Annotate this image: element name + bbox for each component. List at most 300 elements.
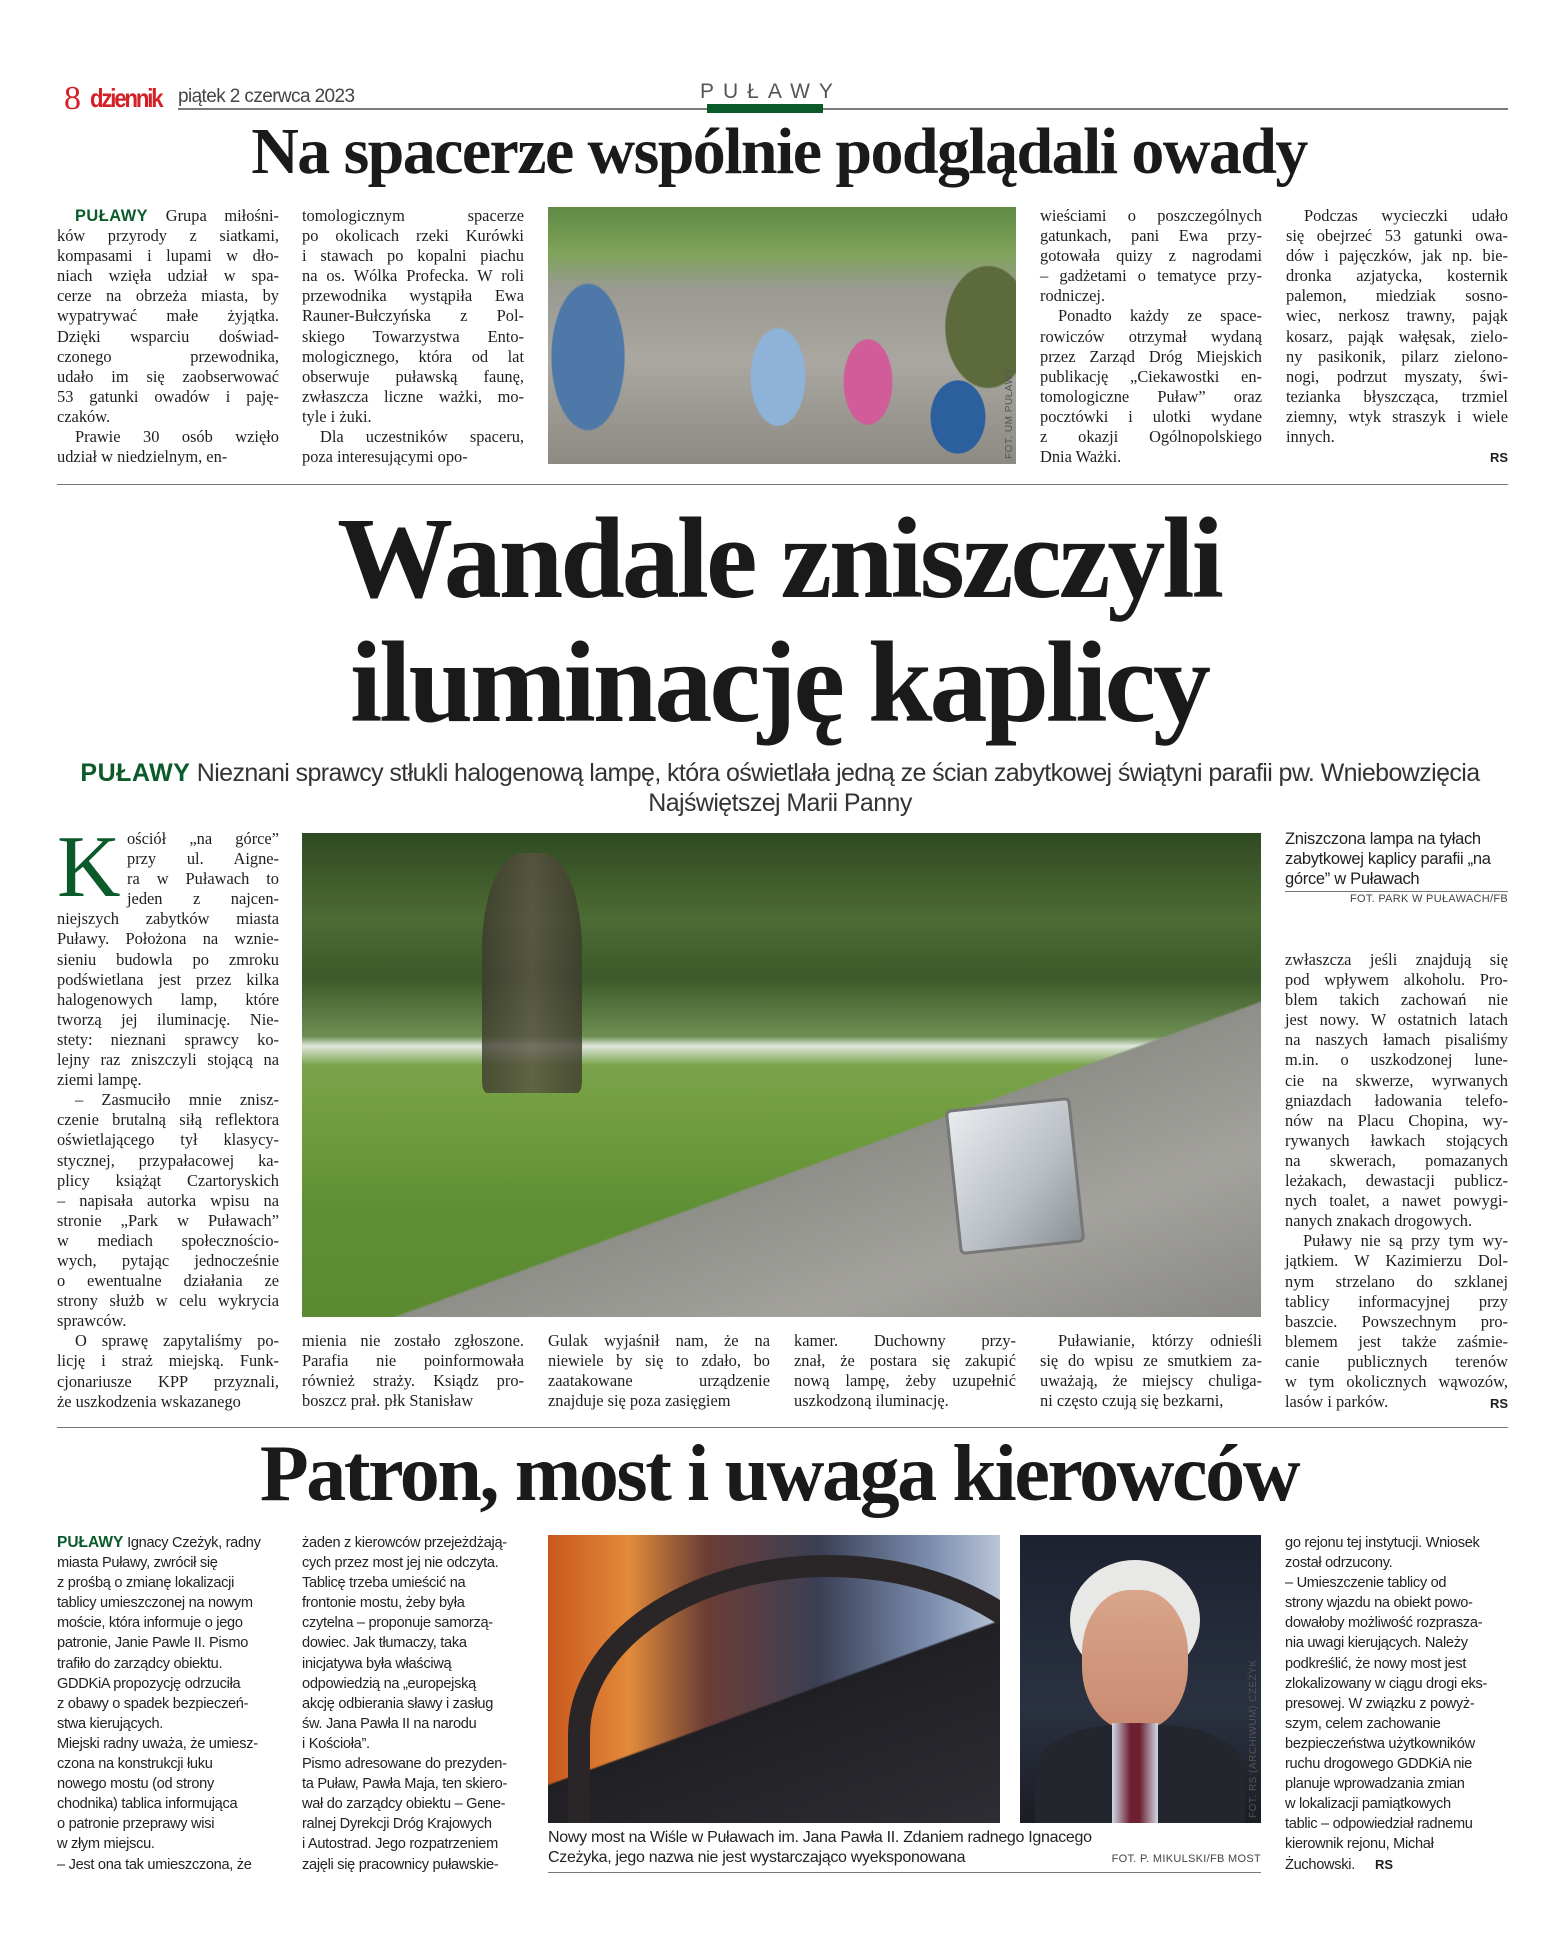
line-text: Ponadto każdy ze space- <box>1058 306 1262 326</box>
line-text: rywanych ławkach stojących <box>1285 1130 1508 1150</box>
article2-column-2 <box>302 1331 524 1411</box>
article2-column-6 <box>1285 950 1508 1412</box>
line-text: – Zasmuciło mnie znisz- <box>75 1090 279 1110</box>
line-text: poza interesującymi opo- <box>302 447 468 467</box>
issue-date: piątek 2 czerwca 2023 <box>178 86 355 107</box>
text-line <box>302 1331 524 1351</box>
line-text: jeden z najcen- <box>127 889 279 909</box>
text-line <box>57 206 279 226</box>
text-line <box>302 1754 507 1774</box>
text-line <box>1285 1633 1468 1653</box>
text-line <box>302 1794 505 1814</box>
text-line <box>57 1814 214 1834</box>
text-line <box>57 1211 279 1231</box>
text-line <box>302 1573 465 1593</box>
line-text: przy ul. Aigne- <box>127 849 279 869</box>
deck-text: Nieznani sprawcy stłukli halogenową lampę, która oświetlała jedną ze ścian zabytkowej świątyni parafii pw. Wniebowzięcia Najświętszej Marii Panny <box>196 759 1480 817</box>
line-text: ni często czują się bezkarni, <box>1040 1391 1224 1411</box>
text-line <box>302 407 372 427</box>
line-text: podświetlana jest przez kilka <box>57 969 279 989</box>
text-line <box>1285 1050 1508 1070</box>
article2-column-5 <box>1040 1331 1262 1411</box>
text-line <box>1040 427 1262 447</box>
text-line <box>57 347 279 367</box>
line-text: nanych znakach drogowych. <box>1285 1211 1473 1231</box>
line-text: plicy książąt Czartoryskich <box>57 1170 279 1190</box>
line-text: frontonie mostu, żeby była <box>302 1595 465 1612</box>
text-line <box>548 1391 731 1411</box>
article2-deck <box>80 758 1480 818</box>
text-line <box>1286 206 1508 226</box>
article2-column-1 <box>57 829 279 1412</box>
article2-headline-line1: Wandale zniszczyli <box>337 495 1221 623</box>
text-line <box>1286 427 1335 447</box>
line-text: miasta Puławy, zwrócił się <box>57 1555 218 1572</box>
text-line <box>302 1734 370 1754</box>
text-line <box>1286 246 1508 266</box>
line-text: lasów i parków. <box>1285 1392 1389 1412</box>
line-text: się obejrzeć 53 gatunki owa- <box>1286 226 1508 246</box>
text-line <box>1285 1372 1508 1392</box>
line-text: czonego przewodnika, <box>57 346 279 366</box>
text-line <box>1285 1553 1392 1573</box>
text-line <box>302 1613 493 1633</box>
line-text: dów i pajęczków, jak np. bie- <box>1286 246 1508 266</box>
article2-column-3 <box>548 1331 770 1411</box>
line-text: tomologicznym spacerze <box>302 206 524 225</box>
line-text: chodnika) tablica informująca <box>57 1796 238 1813</box>
text-line <box>1285 1010 1508 1030</box>
line-text: nym strzelano do szklanej <box>1285 1271 1508 1291</box>
text-line <box>1286 387 1508 407</box>
line-text: publikację „Ciekawostki en- <box>1040 366 1262 386</box>
text-line <box>1285 1774 1465 1794</box>
article3-signature: RS <box>1375 1857 1394 1872</box>
header-rule <box>178 108 1508 110</box>
text-line <box>1286 407 1508 427</box>
text-line <box>57 1171 279 1191</box>
line-text: udział w niedzielnym, en- <box>57 447 228 467</box>
line-text: św. Jana Pawła II na narodu <box>302 1715 477 1732</box>
text-line <box>57 1674 240 1694</box>
newspaper-logo: dziennik <box>90 83 162 113</box>
text-line <box>57 1090 279 1110</box>
text-line <box>57 387 279 407</box>
text-line <box>302 427 524 447</box>
text-line <box>1040 447 1121 467</box>
line-text: – Umieszczenie tablicy od <box>1285 1575 1447 1592</box>
article2-headline-line2: iluminację kaplicy <box>350 619 1208 747</box>
location-lead: PUŁAWY <box>57 1534 124 1551</box>
line-text: canie publicznych terenów <box>1285 1351 1508 1371</box>
text-line <box>1040 1371 1262 1391</box>
text-line <box>1285 1794 1451 1814</box>
line-text: presowej. W związku z powyż- <box>1285 1695 1475 1712</box>
text-line <box>57 1654 222 1674</box>
line-text: w mediach społecznościo- <box>57 1230 279 1250</box>
line-text: szym, celem zachowanie <box>1285 1715 1441 1732</box>
text-line <box>1285 990 1508 1010</box>
text-line <box>57 1010 279 1030</box>
line-text: cie na skwerze, wyrwanych <box>1285 1070 1508 1090</box>
location-lead: PUŁAWY <box>75 207 149 225</box>
line-text: nych toalet, a nawet powygi- <box>1285 1191 1508 1211</box>
text-line <box>57 266 279 286</box>
text-line <box>57 1553 218 1573</box>
text-line <box>302 387 524 407</box>
line-text: Ignacy Czeżyk, radny <box>127 1535 261 1551</box>
text-line <box>1285 1734 1475 1754</box>
text-line <box>57 1372 279 1392</box>
line-text: ralnej Dyrekcji Dróg Krajowych <box>302 1816 492 1833</box>
line-text: o ewentualne działania ze <box>57 1271 279 1291</box>
article1-column-2 <box>302 206 524 467</box>
article1-column-3 <box>1040 206 1262 467</box>
line-text: O sprawę zapytaliśmy po- <box>75 1331 279 1351</box>
line-text: wał do zarządcy obiektu – Gene- <box>302 1796 506 1813</box>
text-line <box>1285 1694 1474 1714</box>
text-line <box>127 869 279 889</box>
text-line <box>1285 1855 1355 1875</box>
text-line <box>302 1391 473 1411</box>
portrait-face <box>1082 1590 1188 1730</box>
line-text: tomologiczne Puław” oraz <box>1040 386 1262 406</box>
text-line <box>57 1855 252 1875</box>
line-text: na os. Wólka Profecka. W roli <box>302 266 524 286</box>
text-line <box>57 367 279 387</box>
text-line <box>1285 1030 1508 1050</box>
line-text: strony wjazdu na obiekt powo- <box>1285 1595 1473 1612</box>
line-text: – gadżetami o tematyce przy- <box>1040 266 1262 286</box>
text-line <box>302 1714 476 1734</box>
line-text: ziemi lampę. <box>57 1070 142 1090</box>
line-text: żaden z kierowców przejeżdżają- <box>302 1535 507 1551</box>
line-text: po okolicach rzeki Kurówki <box>302 226 524 246</box>
text-line <box>302 1351 524 1371</box>
section-label: PUŁAWY <box>700 80 842 103</box>
line-text: w złym miejscu. <box>57 1836 155 1853</box>
line-text: uszkodzoną iluminację. <box>794 1391 949 1411</box>
line-text: znajduje się poza zasięgiem <box>548 1391 731 1411</box>
text-line <box>1285 1593 1473 1613</box>
line-text: mologicznego, która od lat <box>302 346 524 366</box>
text-line <box>302 1553 498 1573</box>
text-line <box>1285 1834 1434 1854</box>
text-line <box>1040 367 1262 387</box>
text-line <box>57 1070 142 1090</box>
text-line <box>57 1714 163 1734</box>
article2-photo-caption: Zniszczona lampa na tyłach zabytkowej kaplicy parafii „na górce” w Puławach <box>1285 830 1491 888</box>
text-line <box>57 1694 248 1714</box>
text-line <box>1285 1674 1487 1694</box>
line-text: akcję odbierania sławy i zasług <box>302 1695 494 1712</box>
line-text: sieniu budowla po zmroku <box>57 949 279 969</box>
article3-headline: Patron, most i uwaga kierowców <box>259 1430 1299 1518</box>
line-text: ta Puław, Pawła Maja, ten skiero- <box>302 1776 508 1793</box>
text-line <box>57 1754 213 1774</box>
line-text: tezianka błyszcząca, trzmiel <box>1286 386 1508 406</box>
text-line <box>1286 286 1508 306</box>
text-line <box>302 1593 465 1613</box>
article3-column-3 <box>1285 1533 1508 1875</box>
text-line <box>57 1311 126 1331</box>
line-text: nia uwagi kierujących. Należy <box>1285 1635 1468 1652</box>
line-text: niewiele by się to zdało, bo <box>548 1351 770 1371</box>
line-text: ny pasikonik, pilarz zielono- <box>1286 346 1508 366</box>
article3-photo-credit: FOT. P. MIKULSKI/FB MOST <box>1111 1853 1261 1865</box>
line-text: ziemny, wtyk straszyk i wiele <box>1286 406 1508 426</box>
line-text: zwłaszcza liczne ważki, mo- <box>302 386 524 406</box>
line-text: na skwerach, pomazanych <box>1285 1150 1508 1170</box>
line-text: skiego Towarzystwa Ento- <box>302 326 524 346</box>
text-line <box>1285 1613 1482 1633</box>
line-text: tablic – odpowiedział radnemu <box>1285 1816 1473 1833</box>
text-line <box>1285 1352 1508 1372</box>
text-line <box>57 1633 248 1653</box>
line-text: czytelna – proponuje samorzą- <box>302 1615 493 1632</box>
line-text: Rauner-Bułczyńska z Pol- <box>302 306 524 326</box>
line-text: rowiczów otrzymał wydaną <box>1040 326 1262 346</box>
line-text: ruchu drogowego GDDKiA nie <box>1285 1756 1472 1773</box>
article2-column-4 <box>794 1331 1016 1411</box>
text-line <box>1285 1071 1508 1091</box>
text-line <box>1285 1231 1508 1251</box>
line-text: na naszych łamach pisaliśmy <box>1285 1030 1508 1050</box>
line-text: również straży. Ksiądz pro- <box>302 1371 524 1391</box>
text-line <box>1285 1111 1508 1131</box>
text-line <box>1286 327 1508 347</box>
text-line <box>302 1694 493 1714</box>
line-text: zaatakowane urządzenie <box>548 1371 770 1391</box>
text-line <box>57 427 279 447</box>
line-text: zlokalizowany w ciągu drogi eks- <box>1285 1675 1488 1692</box>
line-text: dowałoby możliwość rozprasza- <box>1285 1615 1483 1632</box>
article2-headline <box>0 497 1558 745</box>
line-text: Prawie 30 osób wzięło <box>75 427 279 447</box>
line-text: lejny raz zniszczyli stojącą na <box>57 1050 279 1070</box>
line-text: Puławy. Położona na wznie- <box>57 929 279 949</box>
line-text: z obawy o spadek bezpieczeń- <box>57 1695 249 1712</box>
text-line <box>127 889 279 909</box>
text-line <box>302 1533 507 1553</box>
text-line <box>1285 1191 1508 1211</box>
text-line <box>1286 367 1508 387</box>
text-line <box>1285 1533 1480 1553</box>
text-line <box>57 246 279 266</box>
line-text: czenie brutalną siłą reflektora <box>57 1110 279 1130</box>
line-text: inicjatywa była właściwą <box>302 1655 452 1672</box>
text-line <box>548 1331 770 1351</box>
line-text: ków przyrody z siatkami, <box>57 226 279 246</box>
line-text: nowego mostu (od strony <box>57 1776 214 1793</box>
text-line <box>1285 1332 1508 1352</box>
line-text: Dla uczestników spaceru, <box>320 427 524 447</box>
line-text: udało im się zaobserwować <box>57 366 279 386</box>
article3-column-1 <box>57 1533 279 1875</box>
line-text: Pismo adresowane do prezyden- <box>302 1756 507 1773</box>
text-line <box>1285 1714 1441 1734</box>
line-text: Żuchowski. <box>1285 1856 1355 1873</box>
text-line <box>57 1291 279 1311</box>
line-text: przewodnika wystąpiła Ewa <box>302 286 524 306</box>
text-line <box>57 1533 261 1553</box>
text-line <box>57 1231 279 1251</box>
text-line <box>1285 1251 1508 1271</box>
text-line <box>1285 1392 1388 1412</box>
text-line <box>57 306 279 326</box>
text-line <box>302 226 524 246</box>
text-line <box>794 1351 1016 1371</box>
text-line <box>1040 246 1262 266</box>
text-line <box>57 1613 243 1633</box>
article1-column-1 <box>57 206 279 467</box>
line-text: pod wpływem alkoholu. Pro- <box>1285 970 1508 990</box>
text-line <box>302 1654 451 1674</box>
line-text: gniazdach ładowania telefo- <box>1285 1090 1508 1110</box>
line-text: moście, która informuje o jego <box>57 1615 243 1632</box>
line-text: cych przez most jej nie odczyta. <box>302 1555 499 1572</box>
text-line <box>1285 1312 1508 1332</box>
text-line <box>57 1331 279 1351</box>
text-line <box>57 1130 279 1150</box>
text-line <box>302 286 524 306</box>
line-text: odpowiedzią na „europejską <box>302 1675 476 1692</box>
line-text: stycznej, przypałacowej ka- <box>57 1150 279 1170</box>
text-line <box>1040 407 1262 427</box>
portrait-shirt <box>1112 1723 1158 1823</box>
article2-photo-broken-lamp <box>302 833 1261 1317</box>
text-line <box>57 1834 155 1854</box>
line-text: nową lampę, żeby uzupełnić <box>794 1371 1016 1391</box>
line-text: Tablicę trzeba umieścić na <box>302 1575 466 1592</box>
text-line <box>1285 1573 1446 1593</box>
line-text: – napisała autorka wpisu na <box>57 1190 279 1210</box>
text-line <box>57 929 279 949</box>
text-line <box>57 1030 279 1050</box>
line-text: rodniczej. <box>1040 286 1106 306</box>
text-line <box>794 1331 1016 1351</box>
text-line <box>302 246 524 266</box>
article3-photo-bridge <box>548 1535 1000 1823</box>
line-text: z prośbą o zmianę lokalizacji <box>57 1575 235 1592</box>
line-text: GDDKiA propozycję odrzuciła <box>57 1675 241 1692</box>
text-line <box>1040 306 1262 326</box>
text-line <box>1040 206 1262 226</box>
text-line <box>1040 327 1262 347</box>
text-line <box>57 970 279 990</box>
line-text: cerze na obrzeża miasta, by <box>57 286 279 306</box>
line-text: trafiło do zarządcy obiektu. <box>57 1655 223 1672</box>
text-line <box>57 1573 234 1593</box>
text-line <box>1285 1211 1472 1231</box>
text-line <box>1285 1272 1508 1292</box>
line-text: że uszkodzenia wskazanego <box>57 1391 241 1411</box>
line-text: ra w Puławach to <box>127 869 279 889</box>
line-text: w tym okolicznych wąwozów, <box>1285 1371 1508 1391</box>
line-text: zajęli się pracownicy puławskie- <box>302 1856 499 1873</box>
line-text: go rejonu tej instytucji. Wniosek <box>1285 1535 1480 1551</box>
text-line <box>548 1351 770 1371</box>
line-text: uważają, że miejscy chuliga- <box>1040 1371 1262 1391</box>
text-line <box>57 407 110 427</box>
text-line <box>548 1371 770 1391</box>
line-text: się do wpisu ze smutkiem za- <box>1040 1351 1262 1371</box>
text-line <box>57 1351 279 1371</box>
line-text: palemon, miedziak sosno- <box>1286 286 1508 306</box>
text-line <box>302 1855 498 1875</box>
line-text: obserwuje puławską faunę, <box>302 366 524 386</box>
text-line <box>1285 970 1508 990</box>
line-text: nogi, podrzut myszaty, świ- <box>1286 366 1508 386</box>
text-line <box>302 1633 467 1653</box>
line-text: pocztówki i ulotki wydane <box>1040 406 1262 426</box>
deck-location: PUŁAWY <box>80 759 191 787</box>
article3-portrait-photo <box>1020 1535 1261 1823</box>
bridge-arch <box>568 1555 1000 1823</box>
text-line <box>57 1050 279 1070</box>
line-text: jątkiem. W Kazimierzu Dol- <box>1285 1251 1508 1271</box>
line-text: tablicy umieszczonej na nowym <box>57 1595 253 1612</box>
line-text: blem takich zachowań nie <box>1285 990 1508 1010</box>
text-line <box>1285 1091 1508 1111</box>
line-text: Parafia nie poinformowała <box>302 1351 524 1371</box>
line-text: i stawach po kopalni piachu <box>302 246 524 266</box>
line-text: i Kościoła”. <box>302 1735 370 1752</box>
line-text: boszcz prał. płk Stanisław <box>302 1391 474 1411</box>
text-line <box>57 1151 279 1171</box>
text-line <box>1286 347 1508 367</box>
line-text: przez Zarząd Dróg Miejskich <box>1040 346 1262 366</box>
text-line <box>1286 266 1508 286</box>
text-line <box>57 1392 241 1412</box>
text-line <box>1040 347 1262 367</box>
text-line <box>1040 1391 1223 1411</box>
text-line <box>1285 1292 1508 1312</box>
text-line <box>1285 1131 1508 1151</box>
text-line <box>1285 1754 1472 1774</box>
line-text: sprawców. <box>57 1311 127 1331</box>
line-text: cjonariusze KPP przyznali, <box>57 1371 279 1391</box>
text-line <box>127 829 279 849</box>
text-line <box>302 1814 492 1834</box>
line-text: patronie, Janie Pawle II. Pismo <box>57 1635 249 1652</box>
text-line <box>57 1191 279 1211</box>
text-line <box>302 327 524 347</box>
line-text: dowiec. Jak tłumaczy, taka <box>302 1635 467 1652</box>
article1-headline: Na spacerze wspólnie podglądali owady <box>251 115 1307 188</box>
line-text: – Jest ona tak umieszczona, że <box>57 1856 252 1873</box>
line-text: Dnia Ważki. <box>1040 447 1122 467</box>
text-line <box>302 306 524 326</box>
line-text: zwłaszcza jeśli znajdują się <box>1285 950 1508 969</box>
line-text: Grupa miłośni- <box>165 206 279 225</box>
line-text: ościół „na górce” <box>127 829 279 848</box>
article1-column-4 <box>1286 206 1508 447</box>
text-line <box>57 1794 237 1814</box>
line-text: o patronie przeprawy wisi <box>57 1816 215 1833</box>
line-text: dronka azjatycka, kosternik <box>1286 266 1508 286</box>
line-text: Dzięki wsparciu doświad- <box>57 326 279 346</box>
line-text: i Autostrad. Jego rozpatrzeniem <box>302 1836 498 1853</box>
page-number: 8 <box>64 80 81 117</box>
text-line <box>57 286 279 306</box>
line-text: znał, że postara się zakupić <box>794 1351 1016 1371</box>
text-line <box>794 1391 949 1411</box>
line-text: planuje wprowadzania zmian <box>1285 1776 1465 1793</box>
line-text: kompasami i lupami w dło- <box>57 246 279 266</box>
line-text: Puławy nie są przy tym wy- <box>1303 1231 1508 1251</box>
line-text: czaków. <box>57 406 111 426</box>
